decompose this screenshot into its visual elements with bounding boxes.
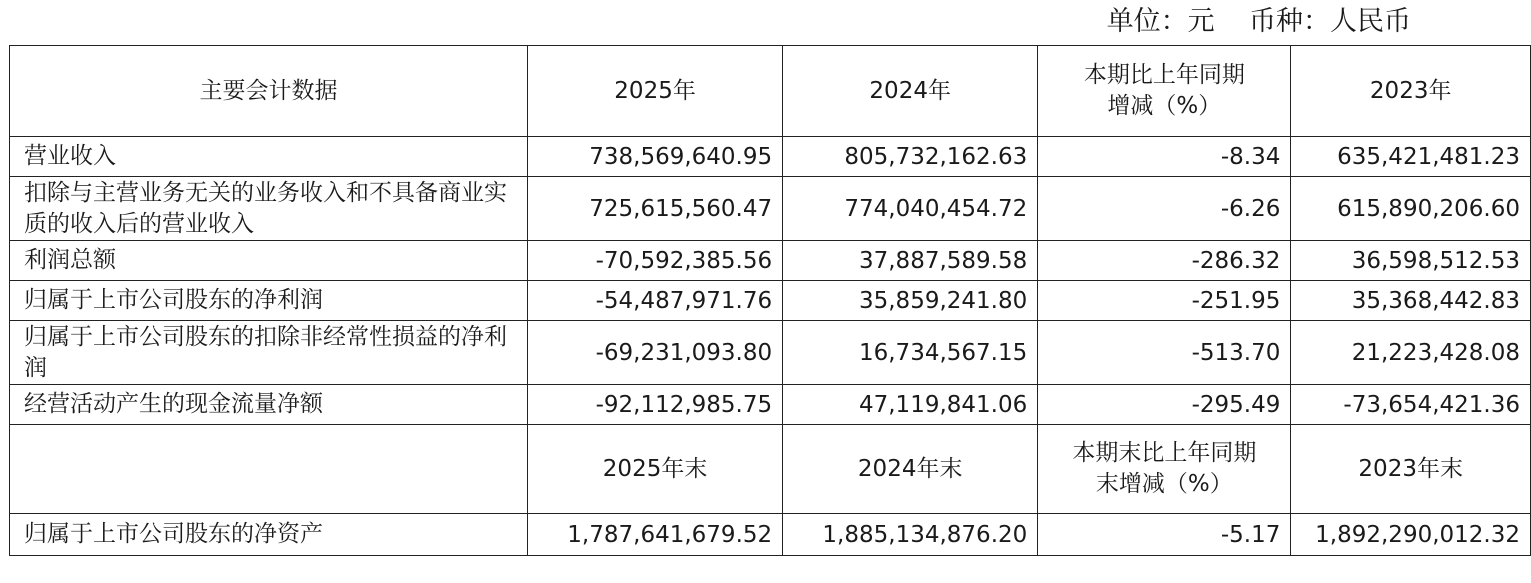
change-cell: -251.95 (1038, 281, 1291, 321)
table-row (10, 241, 1531, 281)
value-cell: 47,119,841.06 (783, 385, 1038, 425)
row-label: 归属于上市公司股东的净资产 (10, 514, 528, 556)
unit-label: 单位： (1106, 6, 1188, 37)
value-cell: 615,890,206.60 (1291, 177, 1531, 241)
row-label: 归属于上市公司股东的净利润 (10, 281, 528, 321)
subheader-cell: 本期末比上年同期末增减（%） (1038, 425, 1291, 514)
row-label: 利润总额 (10, 241, 528, 281)
value-cell: 21,223,428.08 (1291, 321, 1531, 385)
header-cell: 2025年 (528, 46, 783, 137)
value-cell: 1,885,134,876.20 (783, 514, 1038, 556)
currency-label: 币种： (1249, 6, 1330, 37)
value-cell: -54,487,971.76 (528, 281, 783, 321)
value-cell: -73,654,421.36 (1291, 385, 1531, 425)
value-cell: 1,892,290,012.32 (1291, 514, 1531, 556)
change-cell: -6.26 (1038, 177, 1291, 241)
value-cell: 774,040,454.72 (783, 177, 1038, 241)
subheader-cell: 2023年末 (1291, 425, 1531, 514)
currency-value: 人民币 (1330, 6, 1411, 37)
value-cell: 36,598,512.53 (1291, 241, 1531, 281)
row-label: 归属于上市公司股东的扣除非经常性损益的净利润 (10, 321, 528, 385)
row-label: 扣除与主营业务无关的业务收入和不具备商业实质的收入后的营业收入 (10, 177, 528, 241)
row-label: 经营活动产生的现金流量净额 (10, 385, 528, 425)
subheader-cell (10, 425, 528, 514)
accounting-data-table (9, 45, 1531, 556)
unit-value: 元 (1187, 6, 1215, 37)
value-cell: 805,732,162.63 (783, 137, 1038, 177)
row-label: 营业收入 (10, 137, 528, 177)
subheader-cell: 2024年末 (783, 425, 1038, 514)
value-cell: 725,615,560.47 (528, 177, 783, 241)
header-cell: 本期比上年同期增减（%） (1038, 46, 1291, 137)
value-cell: -70,592,385.56 (528, 241, 783, 281)
change-cell: -286.32 (1038, 241, 1291, 281)
value-cell: 37,887,589.58 (783, 241, 1038, 281)
value-cell: 16,734,567.15 (783, 321, 1038, 385)
change-cell: -8.34 (1038, 137, 1291, 177)
value-cell: 35,859,241.80 (783, 281, 1038, 321)
table-header-row (10, 46, 1531, 137)
value-cell: 738,569,640.95 (528, 137, 783, 177)
header-cell: 主要会计数据 (10, 46, 528, 137)
unit-currency-line (1107, 4, 1411, 40)
table-row (10, 514, 1531, 556)
table-row (10, 177, 1531, 241)
value-cell: 635,421,481.23 (1291, 137, 1531, 177)
table-row (10, 281, 1531, 321)
header-cell: 2023年 (1291, 46, 1531, 137)
table-row (10, 321, 1531, 385)
change-cell: -513.70 (1038, 321, 1291, 385)
table-row (10, 137, 1531, 177)
subheader-cell: 2025年末 (528, 425, 783, 514)
value-cell: -69,231,093.80 (528, 321, 783, 385)
table-row (10, 385, 1531, 425)
value-cell: 35,368,442.83 (1291, 281, 1531, 321)
value-cell: -92,112,985.75 (528, 385, 783, 425)
change-cell: -5.17 (1038, 514, 1291, 556)
table-subheader-row (10, 425, 1531, 514)
value-cell: 1,787,641,679.52 (528, 514, 783, 556)
header-cell: 2024年 (783, 46, 1038, 137)
change-cell: -295.49 (1038, 385, 1291, 425)
